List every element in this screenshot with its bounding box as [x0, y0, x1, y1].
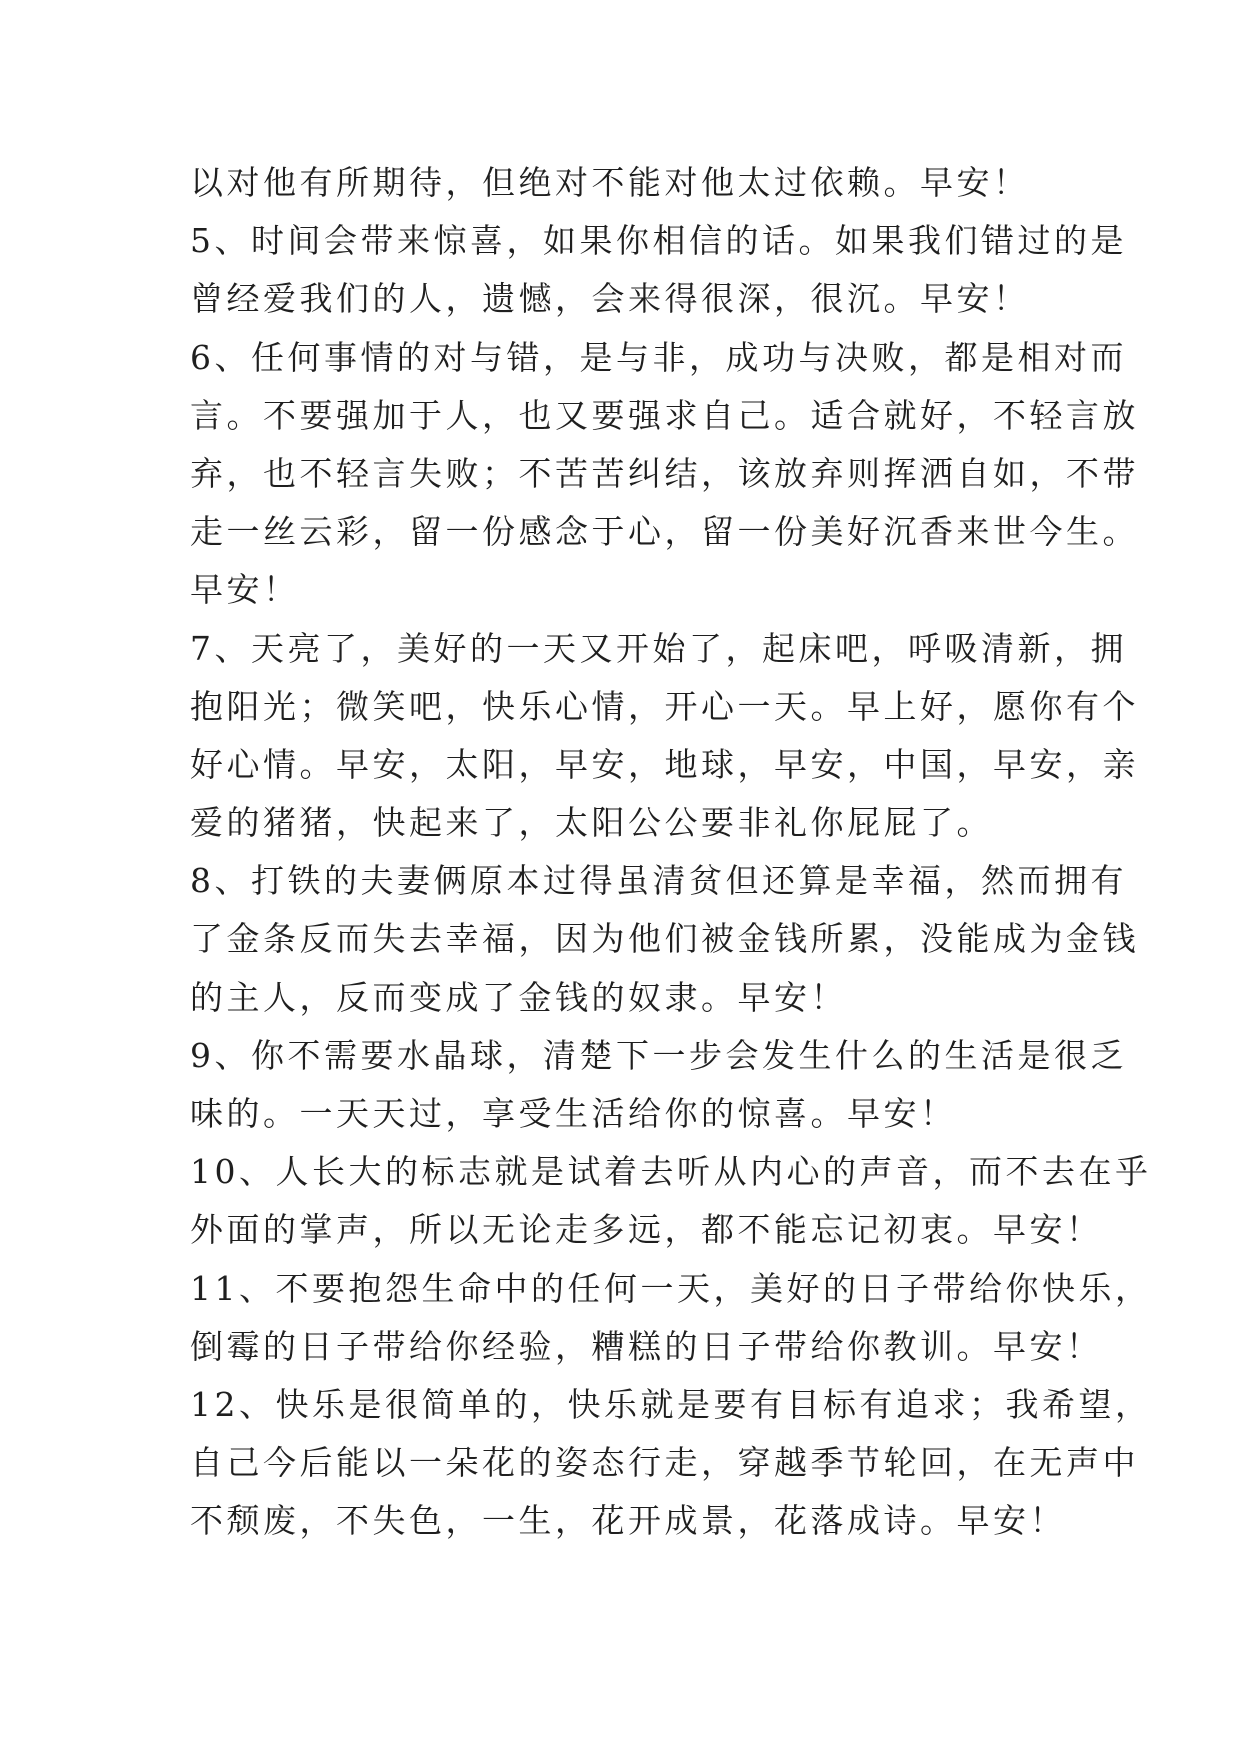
text-line: 言。不要强加于人，也又要强求自己。适合就好，不轻言放 — [190, 395, 1139, 435]
text-line: 走一丝云彩，留一份感念于心，留一份美好沉香来世今生。 — [190, 512, 1139, 552]
text-line: 的主人，反而变成了金钱的奴隶。早安！ — [190, 977, 847, 1017]
text-line: 11、不要抱怨生命中的任何一天，美好的日子带给你快乐， — [190, 1268, 1152, 1308]
text-line: 早安！ — [190, 570, 300, 610]
text-line: 味的。一天天过，享受生活给你的惊喜。早安！ — [190, 1094, 957, 1133]
text-line: 不颓废，不失色，一生，花开成景，花落成诗。早安！ — [190, 1501, 1066, 1541]
text-line: 6、任何事情的对与错，是与非，成功与决败，都是相对而 — [190, 337, 1127, 377]
text-line: 抱阳光；微笑吧，快乐心情，开心一天。早上好，愿你有个 — [190, 686, 1139, 726]
text-line: 倒霉的日子带给你经验，糟糕的日子带给你教训。早安！ — [190, 1326, 1103, 1366]
text-line: 好心情。早安，太阳，早安，地球，早安，中国，早安，亲 — [190, 744, 1139, 784]
text-line: 10、人长大的标志就是试着去听从内心的声音，而不去在乎 — [190, 1152, 1152, 1192]
text-line: 5、时间会带来惊喜，如果你相信的话。如果我们错过的是 — [190, 221, 1127, 261]
text-line: 自己今后能以一朵花的姿态行走，穿越季节轮回，在无声中 — [190, 1443, 1139, 1483]
text-line: 曾经爱我们的人，遗憾，会来得很深，很沉。早安！ — [190, 279, 1030, 319]
text-line: 以对他有所期待，但绝对不能对他太过依赖。早安！ — [190, 163, 1030, 202]
text-line: 弃，也不轻言失败；不苦苦纠结，该放弃则挥洒自如，不带 — [190, 453, 1139, 493]
text-line: 了金条反而失去幸福，因为他们被金钱所累，没能成为金钱 — [190, 919, 1139, 959]
text-line: 外面的掌声，所以无论走多远，都不能忘记初衷。早安！ — [190, 1210, 1103, 1250]
document-body — [190, 154, 1152, 1551]
text-line: 12、快乐是很简单的，快乐就是要有目标有追求；我希望， — [190, 1384, 1152, 1424]
text-line: 8、打铁的夫妻俩原本过得虽清贫但还算是幸福，然而拥有 — [190, 861, 1127, 901]
text-line: 7、天亮了，美好的一天又开始了，起床吧，呼吸清新，拥 — [190, 628, 1127, 668]
text-line: 爱的猪猪，快起来了，太阳公公要非礼你屁屁了。 — [190, 803, 993, 843]
text-line: 9、你不需要水晶球，清楚下一步会发生什么的生活是很乏 — [190, 1035, 1127, 1075]
